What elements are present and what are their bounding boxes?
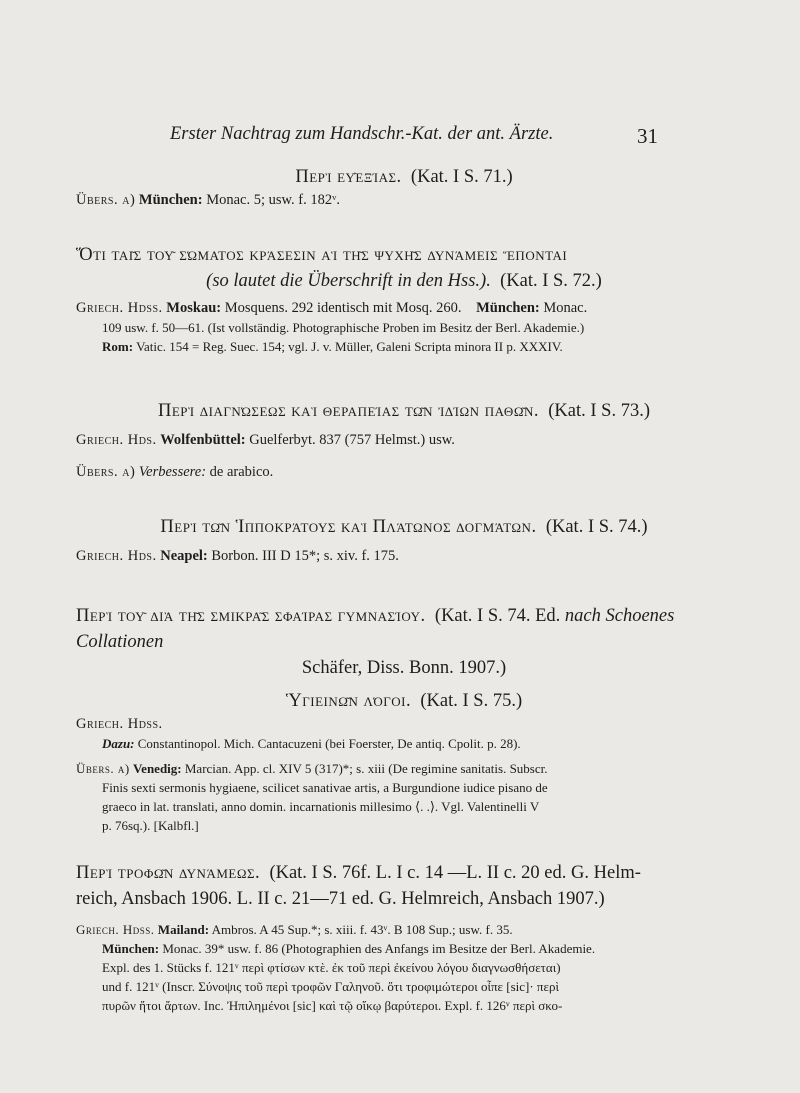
title-greek: Περὶ εὐεξίας. xyxy=(295,167,402,187)
section-title xyxy=(76,860,732,886)
section-title xyxy=(76,242,732,268)
entry-line: graeco in lat. translati, anno domin. incarnationis millesimo ⟨. .⟩. Vgl. Valentinelli V xyxy=(102,799,540,814)
title-tail: Schäfer, Diss. Bonn. 1907.) xyxy=(301,658,507,678)
title-ref: (Kat. I S. 74.) xyxy=(545,517,648,537)
entry-line: πυρῶν ἤτοι ἄρτων. Inc. Ἠπιλημένοι [sic] καὶ τῷ οἴκῳ βαρύτεροι. Expl. f. 126ᵛ περὶ σκο- xyxy=(102,998,563,1013)
title-ref: (Kat. I S. 76f. L. I c. 14 —L. II c. 20 ed. G. Helm- xyxy=(269,863,641,883)
entry-line: und f. 121ᵛ (Inscr. Σύνοψις τοῦ περὶ τροφῶν Γαληνοῦ. ὅτι τροφιμώτεροι οἶπε [sic]· περὶ xyxy=(102,979,559,994)
title-ref: (Kat. I S. 74. Ed. xyxy=(434,606,561,626)
title-greek: Ὅτι ταῖς τοῦ σώματος κράσεσιν αἱ τῆς ψυχῆς δυνάμεις ἕπονται xyxy=(76,245,568,265)
entry-line: Finis sexti sermonis hygiaene, scilicet sanativae artis, a Burgundione iudice pisano de xyxy=(102,780,548,795)
title-greek: Ὑγιεινῶν λόγοι. xyxy=(285,691,412,711)
title-ref: (Kat. I S. 72.) xyxy=(500,271,602,291)
entry-line: Übers. a) München: Monac. 5; usw. f. 182ᵛ. xyxy=(76,192,341,208)
section-title-continued xyxy=(76,886,732,912)
entry-line: p. 76sq.). [Kalbfl.] xyxy=(102,818,199,833)
section-sphairas xyxy=(76,603,732,681)
page-number: 31 xyxy=(637,124,658,148)
section-title xyxy=(76,514,732,540)
title-ref: (Kat. I S. 73.) xyxy=(548,401,650,421)
entry-line: Rom: Vatic. 154 = Reg. Suec. 154; vgl. J. v. Müller, Galeni Scripta minora II p. XXXIV. xyxy=(102,339,563,354)
title-ref: (Kat. I S. 75.) xyxy=(420,691,523,711)
section-title-continued xyxy=(76,655,732,681)
section-dogmaton xyxy=(76,514,732,566)
section-trophon xyxy=(76,860,732,1015)
entry-line: Griech. Hdss. Moskau: Mosquens. 292 identisch mit Mosq. 260. München: Monac. xyxy=(76,300,588,316)
section-title xyxy=(76,398,732,424)
entry-line: München: Monac. 39* usw. f. 86 (Photographien des Anfangs im Besitze der Berl. Akademie. xyxy=(102,941,596,956)
entry-line: Dazu: Constantinopol. Mich. Cantacuzeni (bei Foerster, De antiq. Cpolit. p. 28). xyxy=(102,736,521,751)
section-diagnoseos xyxy=(76,398,732,482)
title-greek: Περὶ τοῦ διὰ τῆς σμικρᾶς σφαίρας γυμνασίου. xyxy=(76,606,426,626)
section-title xyxy=(76,164,732,190)
entry-line: Übers. a) Venedig: Marcian. App. cl. XIV 5 (317)*; s. xiii (De regimine sanitatis. Subscr. xyxy=(76,761,548,776)
title-note: nach Schoenes Collationen xyxy=(76,606,675,652)
running-title: Erster Nachtrag zum Handschr.-Kat. der ant. Ärzte. xyxy=(170,124,554,144)
section-title-continued xyxy=(76,268,732,294)
section-title xyxy=(76,603,732,655)
entry-line: Expl. des 1. Stücks f. 121ᵛ περὶ φτίσων κτὲ. ἐκ τοῦ περὶ ἐκείνου λόγου διαγνωσθήσεται) xyxy=(102,960,561,975)
section-euexia xyxy=(76,164,732,210)
title-note: (so lautet die Überschrift in den Hss.). xyxy=(206,271,491,291)
entry-line: Griech. Hds. Wolfenbüttel: Guelferbyt. 837 (757 Helmst.) usw. xyxy=(76,432,455,448)
title-greek: Περὶ διαγνώσεως καὶ θεραπείας τῶν ἰδίων παθῶν. xyxy=(158,401,539,421)
section-title xyxy=(76,688,732,714)
title-ref: (Kat. I S. 71.) xyxy=(410,167,513,187)
entry-line: Griech. Hds. Neapel: Borbon. III D 15*; s. xiv. f. 175. xyxy=(76,548,399,564)
entry-line: 109 usw. f. 50—61. (Ist vollständig. Photographische Proben im Besitz der Berl. Akademie.) xyxy=(102,320,585,335)
entry-line: Übers. a) Verbessere: de arabico. xyxy=(76,464,274,480)
entry-line: Griech. Hdss. Mailand: Ambros. A 45 Sup.*; s. xiii. f. 43ᵛ. B 108 Sup.; usw. f. 35. xyxy=(76,922,513,937)
section-hoti-tais xyxy=(76,242,732,356)
running-header xyxy=(170,124,690,148)
title-greek: Περὶ τῶν Ἱπποκράτους καὶ Πλάτωνος δογμάτων. xyxy=(160,517,537,537)
section-hygieinon xyxy=(76,688,732,835)
title-ref-2: reich, Ansbach 1906. L. II c. 21—71 ed. G. Helmreich, Ansbach 1907.) xyxy=(76,889,605,909)
title-greek: Περὶ τροφῶν δυνάμεως. xyxy=(76,863,261,883)
entry-line: Griech. Hdss. xyxy=(76,716,163,732)
